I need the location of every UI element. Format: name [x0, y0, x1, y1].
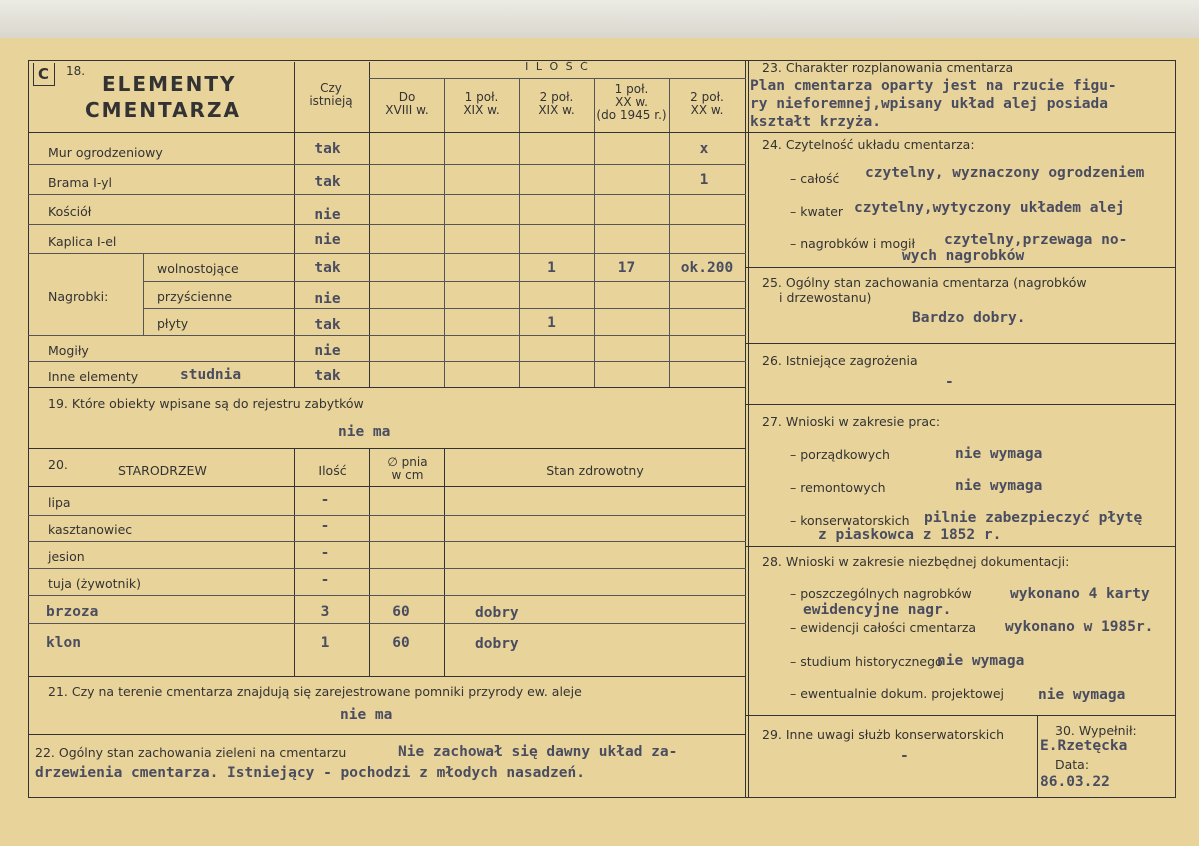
row-val-5: ok.200: [680, 260, 734, 276]
tree-name: tuja (żywotnik): [48, 576, 142, 591]
section-22-value-2: drzewienia cmentarza. Istniejący - pochodzi z młodych nasadzeń.: [35, 765, 585, 781]
period-header-4: [594, 83, 669, 122]
grid-line: [369, 78, 746, 79]
section-30-label: 30. Wypełnił:: [1055, 723, 1137, 738]
section-27-label: 27. Wnioski w zakresie prac:: [762, 414, 941, 429]
row-val-5: 1: [699, 172, 709, 188]
legibility-item-label: – całość: [790, 171, 840, 186]
grid-line: [143, 281, 746, 282]
col-health-header: Stan zdrowotny: [546, 463, 644, 478]
row-label: przyścienne: [157, 289, 233, 304]
period-3-b: XIX w.: [538, 103, 575, 117]
section-26-value: -: [945, 374, 954, 390]
section-18-title-1: ELEMENTY: [102, 72, 237, 96]
filled-by-name: E.Rzetęcka: [1040, 738, 1128, 754]
period-5-b: XX w.: [690, 103, 724, 117]
tree-name: brzoza: [46, 604, 99, 620]
row-exists: tak: [314, 260, 341, 276]
grid-line: [28, 486, 746, 487]
legibility-item-value: czytelny, wyznaczony ogrodzeniem: [865, 165, 1145, 181]
section-28-label: 28. Wnioski w zakresie niezbędnej dokumentacji:: [762, 554, 1070, 569]
tree-name: klon: [46, 635, 81, 651]
grid-line: [28, 623, 746, 624]
date-label: Data:: [1055, 757, 1090, 772]
row-exists: nie: [314, 343, 341, 359]
period-1-b: XVIII w.: [385, 103, 429, 117]
section-18-number: 18.: [66, 64, 86, 78]
legibility-item-value: czytelny,przewaga no-: [944, 232, 1128, 248]
docs-item-value: wykonano 4 karty: [1010, 586, 1150, 602]
period-header-2: [444, 91, 519, 117]
period-2-b: XIX w.: [463, 103, 500, 117]
docs-item-value-2: ewidencyjne nagr.: [803, 602, 952, 618]
grid-line: [28, 387, 746, 388]
tree-count: 1: [320, 635, 330, 651]
row-exists: tak: [314, 141, 341, 157]
period-header-3: [519, 91, 594, 117]
grid-line: [28, 515, 746, 516]
section-divider: [746, 267, 1175, 268]
col-diam-header: [370, 456, 445, 482]
grid-line: [28, 132, 746, 133]
period-4-b: XX w.: [615, 95, 648, 109]
legibility-item-label: – nagrobków i mogił: [790, 236, 916, 251]
row-val-3: 1: [547, 260, 556, 276]
row-exists: nie: [314, 232, 341, 248]
section-divider: [746, 132, 1175, 133]
tree-name: jesion: [48, 549, 85, 564]
nagrobki-label: Nagrobki:: [48, 289, 109, 304]
row-val-3: 1: [547, 315, 556, 331]
period-1-a: Do: [398, 90, 416, 104]
row-exists: tak: [314, 174, 341, 190]
row-exists: tak: [314, 368, 341, 384]
grid-line: [28, 224, 746, 225]
grid-line: [28, 253, 746, 254]
tree-health: dobry: [475, 636, 519, 652]
tree-name: lipa: [48, 495, 71, 510]
section-18-title-2: CMENTARZA: [85, 98, 241, 122]
section-22-value-1: Nie zachował się dawny układ za-: [398, 744, 678, 760]
section-29-value: -: [900, 748, 909, 764]
tree-count: -: [320, 572, 330, 588]
period-header-5: [669, 91, 745, 117]
grid-line: [28, 361, 746, 362]
row-extra: studnia: [180, 367, 242, 383]
section-21-label: 21. Czy na terenie cmentarza znajdują się zarejestrowane pomniki przyrody ew. aleje: [48, 684, 582, 699]
row-label: Kaplica I-el: [48, 234, 117, 249]
section-divider: [28, 676, 746, 677]
ilosc-header: I L O Ś Ć: [525, 60, 590, 73]
row-exists: nie: [314, 207, 341, 223]
period-4-a: 1 poł.: [614, 82, 649, 96]
section-22-label: 22. Ogólny stan zachowania zieleni na cmentarzu: [35, 745, 347, 760]
section-divider: [28, 734, 746, 735]
docs-item-label: – poszczególnych nagrobków: [790, 586, 972, 601]
grid-line: [143, 308, 746, 309]
grid-line: [28, 568, 746, 569]
period-4-c: (do 1945 r.): [596, 108, 667, 122]
row-val-4: 17: [617, 260, 636, 276]
grid-line: [444, 78, 445, 387]
section-divider: [746, 715, 1175, 716]
row-label: Mur ogrodzeniowy: [48, 145, 163, 160]
section-23-line-3: kształt krzyża.: [750, 114, 881, 130]
cemetery-record-card: [0, 38, 1199, 846]
grid-line: [28, 595, 746, 596]
docs-item-value: nie wymaga: [1038, 687, 1126, 703]
grid-line: [1037, 715, 1038, 797]
grid-line: [594, 78, 595, 387]
period-header-1: [370, 91, 444, 117]
docs-item-label: – ewentualnie dokum. projektowej: [790, 686, 1005, 701]
section-23-line-2: ry nieforemnej,wpisany układ alej posiada: [750, 96, 1108, 112]
row-label: Brama I-yl: [48, 175, 113, 190]
section-21-value: nie ma: [340, 707, 393, 723]
legibility-item-value-2: wych nagrobków: [902, 248, 1025, 264]
section-divider: [28, 448, 746, 449]
works-item-value-2: z piaskowca z 1852 r.: [818, 527, 1002, 543]
works-item-label: – remontowych: [790, 480, 886, 495]
works-item-value: pilnie zabezpieczyć płytę: [924, 510, 1143, 526]
section-divider: [746, 404, 1175, 405]
works-item-value: nie wymaga: [955, 446, 1043, 462]
row-label: Mogiły: [48, 343, 89, 358]
period-2-a: 1 poł.: [464, 90, 499, 104]
tree-name: kasztanowiec: [48, 522, 133, 537]
section-25-label-2: i drzewostanu): [779, 290, 872, 305]
section-20-number: 20.: [48, 457, 68, 472]
section-letter: C: [38, 65, 50, 83]
section-25-value: Bardzo dobry.: [912, 310, 1026, 326]
legibility-item-value: czytelny,wytyczony układem alej: [854, 200, 1125, 216]
col-exists-header-2: istnieją: [309, 94, 353, 108]
docs-item-value: wykonano w 1985r.: [1005, 619, 1154, 635]
col-diam-header-2: w cm: [391, 468, 424, 482]
row-exists: nie: [314, 291, 341, 307]
row-label: Kościół: [48, 204, 92, 219]
legibility-item-label: – kwater: [790, 204, 844, 219]
grid-line: [28, 194, 746, 195]
tree-diam: 60: [392, 635, 410, 651]
col-count-header: Ilość: [318, 463, 347, 478]
section-25-label-1: 25. Ogólny stan zachowania cmentarza (nagrobków: [762, 275, 1087, 290]
tape-strip: [0, 0, 1199, 40]
works-item-value: nie wymaga: [955, 478, 1043, 494]
grid-line: [143, 253, 144, 335]
section-26-label: 26. Istniejące zagrożenia: [762, 353, 918, 368]
grid-line: [519, 78, 520, 387]
row-label: płyty: [157, 316, 189, 331]
works-item-label: – konserwatorskich: [790, 513, 910, 528]
grid-line: [669, 78, 670, 387]
date-value: 86.03.22: [1040, 774, 1110, 790]
section-19-value: nie ma: [338, 424, 391, 440]
section-divider: [746, 546, 1175, 547]
tree-count: -: [320, 518, 330, 534]
row-label: wolnostojące: [157, 261, 239, 276]
grid-line: [28, 164, 746, 165]
period-5-a: 2 poł.: [690, 90, 724, 104]
docs-item-label: – studium historycznego: [790, 654, 943, 669]
section-23-line-1: Plan cmentarza oparty jest na rzucie figu-: [750, 78, 1117, 94]
col-diam-header-1: ∅ pnia: [387, 455, 428, 469]
works-item-label: – porządkowych: [790, 447, 890, 462]
grid-line: [444, 449, 445, 676]
section-24-label: 24. Czytelność układu cmentarza:: [762, 137, 975, 152]
grid-line: [28, 541, 746, 542]
section-divider: [746, 343, 1175, 344]
period-3-a: 2 poł.: [539, 90, 574, 104]
docs-item-label: – ewidencji całości cmentarza: [790, 620, 977, 635]
tree-count: -: [320, 545, 330, 561]
section-23-label: 23. Charakter rozplanowania cmentarza: [762, 60, 1014, 75]
section-29-label: 29. Inne uwagi służb konserwatorskich: [762, 727, 1004, 742]
row-val-5: x: [699, 141, 709, 157]
tree-health: dobry: [475, 605, 519, 621]
grid-line: [28, 335, 746, 336]
row-exists: tak: [314, 317, 341, 333]
section-19-label: 19. Które obiekty wpisane są do rejestru zabytków: [48, 396, 364, 411]
row-label: Inne elementy: [48, 369, 139, 384]
tree-count: 3: [320, 604, 330, 620]
col-exists-header: [295, 82, 367, 108]
section-20-title: STARODRZEW: [118, 463, 207, 478]
docs-item-value: nie wymaga: [937, 653, 1025, 669]
col-exists-header-1: Czy: [320, 81, 342, 95]
tree-count: -: [320, 492, 330, 508]
tree-diam: 60: [392, 604, 410, 620]
